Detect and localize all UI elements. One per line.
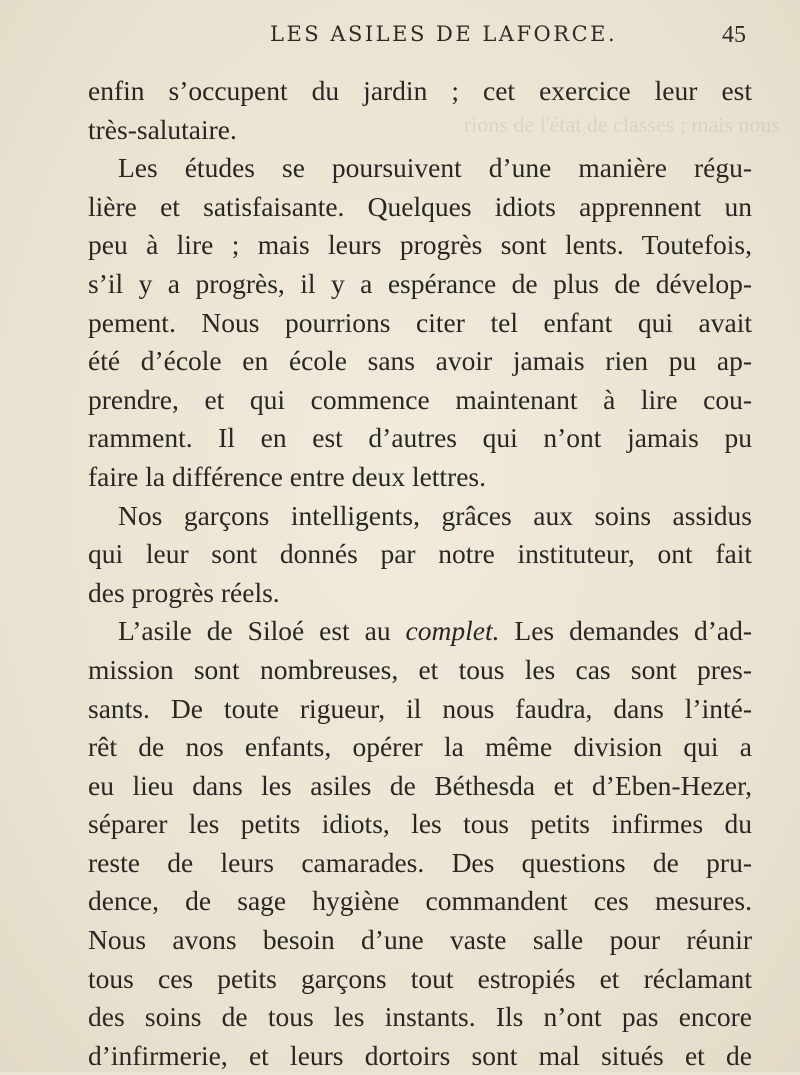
text-line <box>88 612 752 651</box>
text-line: s’il y a progrès, il y a espérance de plus de dévelop- <box>88 267 752 299</box>
text-line: des soins de tous les instants. Ils n’ont pas encore <box>88 1001 752 1033</box>
page-header <box>0 22 800 52</box>
text-line: mission sont nombreuses, et tous les cas sont pres- <box>88 653 752 685</box>
text-line: dence, de sage hygiène commandent ces mesures. <box>88 885 752 917</box>
text-line: séparer les petits idiots, les tous petits infirmes du <box>88 808 752 840</box>
page-number: 45 <box>722 22 746 48</box>
text-line: qui leur sont donnés par notre instituteur, ont fait <box>88 538 752 570</box>
text-line: Les études se poursuivent d’une manière régu- <box>118 152 752 184</box>
text-line: Nos garçons intelligents, grâces aux soins assidus <box>118 499 752 531</box>
text-line: très-salutaire. <box>88 113 237 145</box>
text-line: d’infirmerie, et leurs dortoirs sont mal situés et de <box>88 1039 752 1071</box>
text-line: peu à lire ; mais leurs progrès sont lents. Toutefois, <box>88 229 752 261</box>
text-fragment: Les demandes d’ad- <box>499 615 753 647</box>
text-line: lière et satisfaisante. Quelques idiots apprennent un <box>88 190 752 222</box>
text-line: enfin s’occupent du jardin ; cet exercice leur est <box>88 75 752 106</box>
text-fragment: L’asile de Siloé est au <box>118 615 406 647</box>
text-line: été d’école en école sans avoir jamais rien pu ap- <box>88 345 752 377</box>
text-line: prendre, et qui commence maintenant à lire cou- <box>88 383 752 415</box>
italic-word: complet. <box>405 615 500 647</box>
text-line: eu lieu dans les asiles de Béthesda et d’Eben-Hezer, <box>88 769 752 801</box>
text-line: ramment. Il en est d’autres qui n’ont jamais pu <box>88 422 752 454</box>
text-line: faire la différence entre deux lettres. <box>88 460 487 492</box>
text-line: reste de leurs camarades. Des questions de pru- <box>88 846 752 878</box>
text-line: sants. De toute rigueur, il nous faudra, dans l’inté- <box>88 692 752 724</box>
running-title: LES ASILES DE LAFORCE. <box>270 22 618 46</box>
show-through-text: rions de l'état de classes ; mais nous <box>463 112 780 137</box>
text-line: tous ces petits garçons tout estropiés et réclamant <box>88 962 752 994</box>
text-line: des progrès réels. <box>88 576 280 608</box>
text-line: Nous avons besoin d’une vaste salle pour réunir <box>88 924 752 956</box>
text-line: rêt de nos enfants, opérer la même division qui a <box>88 731 752 763</box>
text-line: pement. Nous pourrions citer tel enfant qui avait <box>88 306 752 338</box>
body-text <box>88 72 752 1075</box>
